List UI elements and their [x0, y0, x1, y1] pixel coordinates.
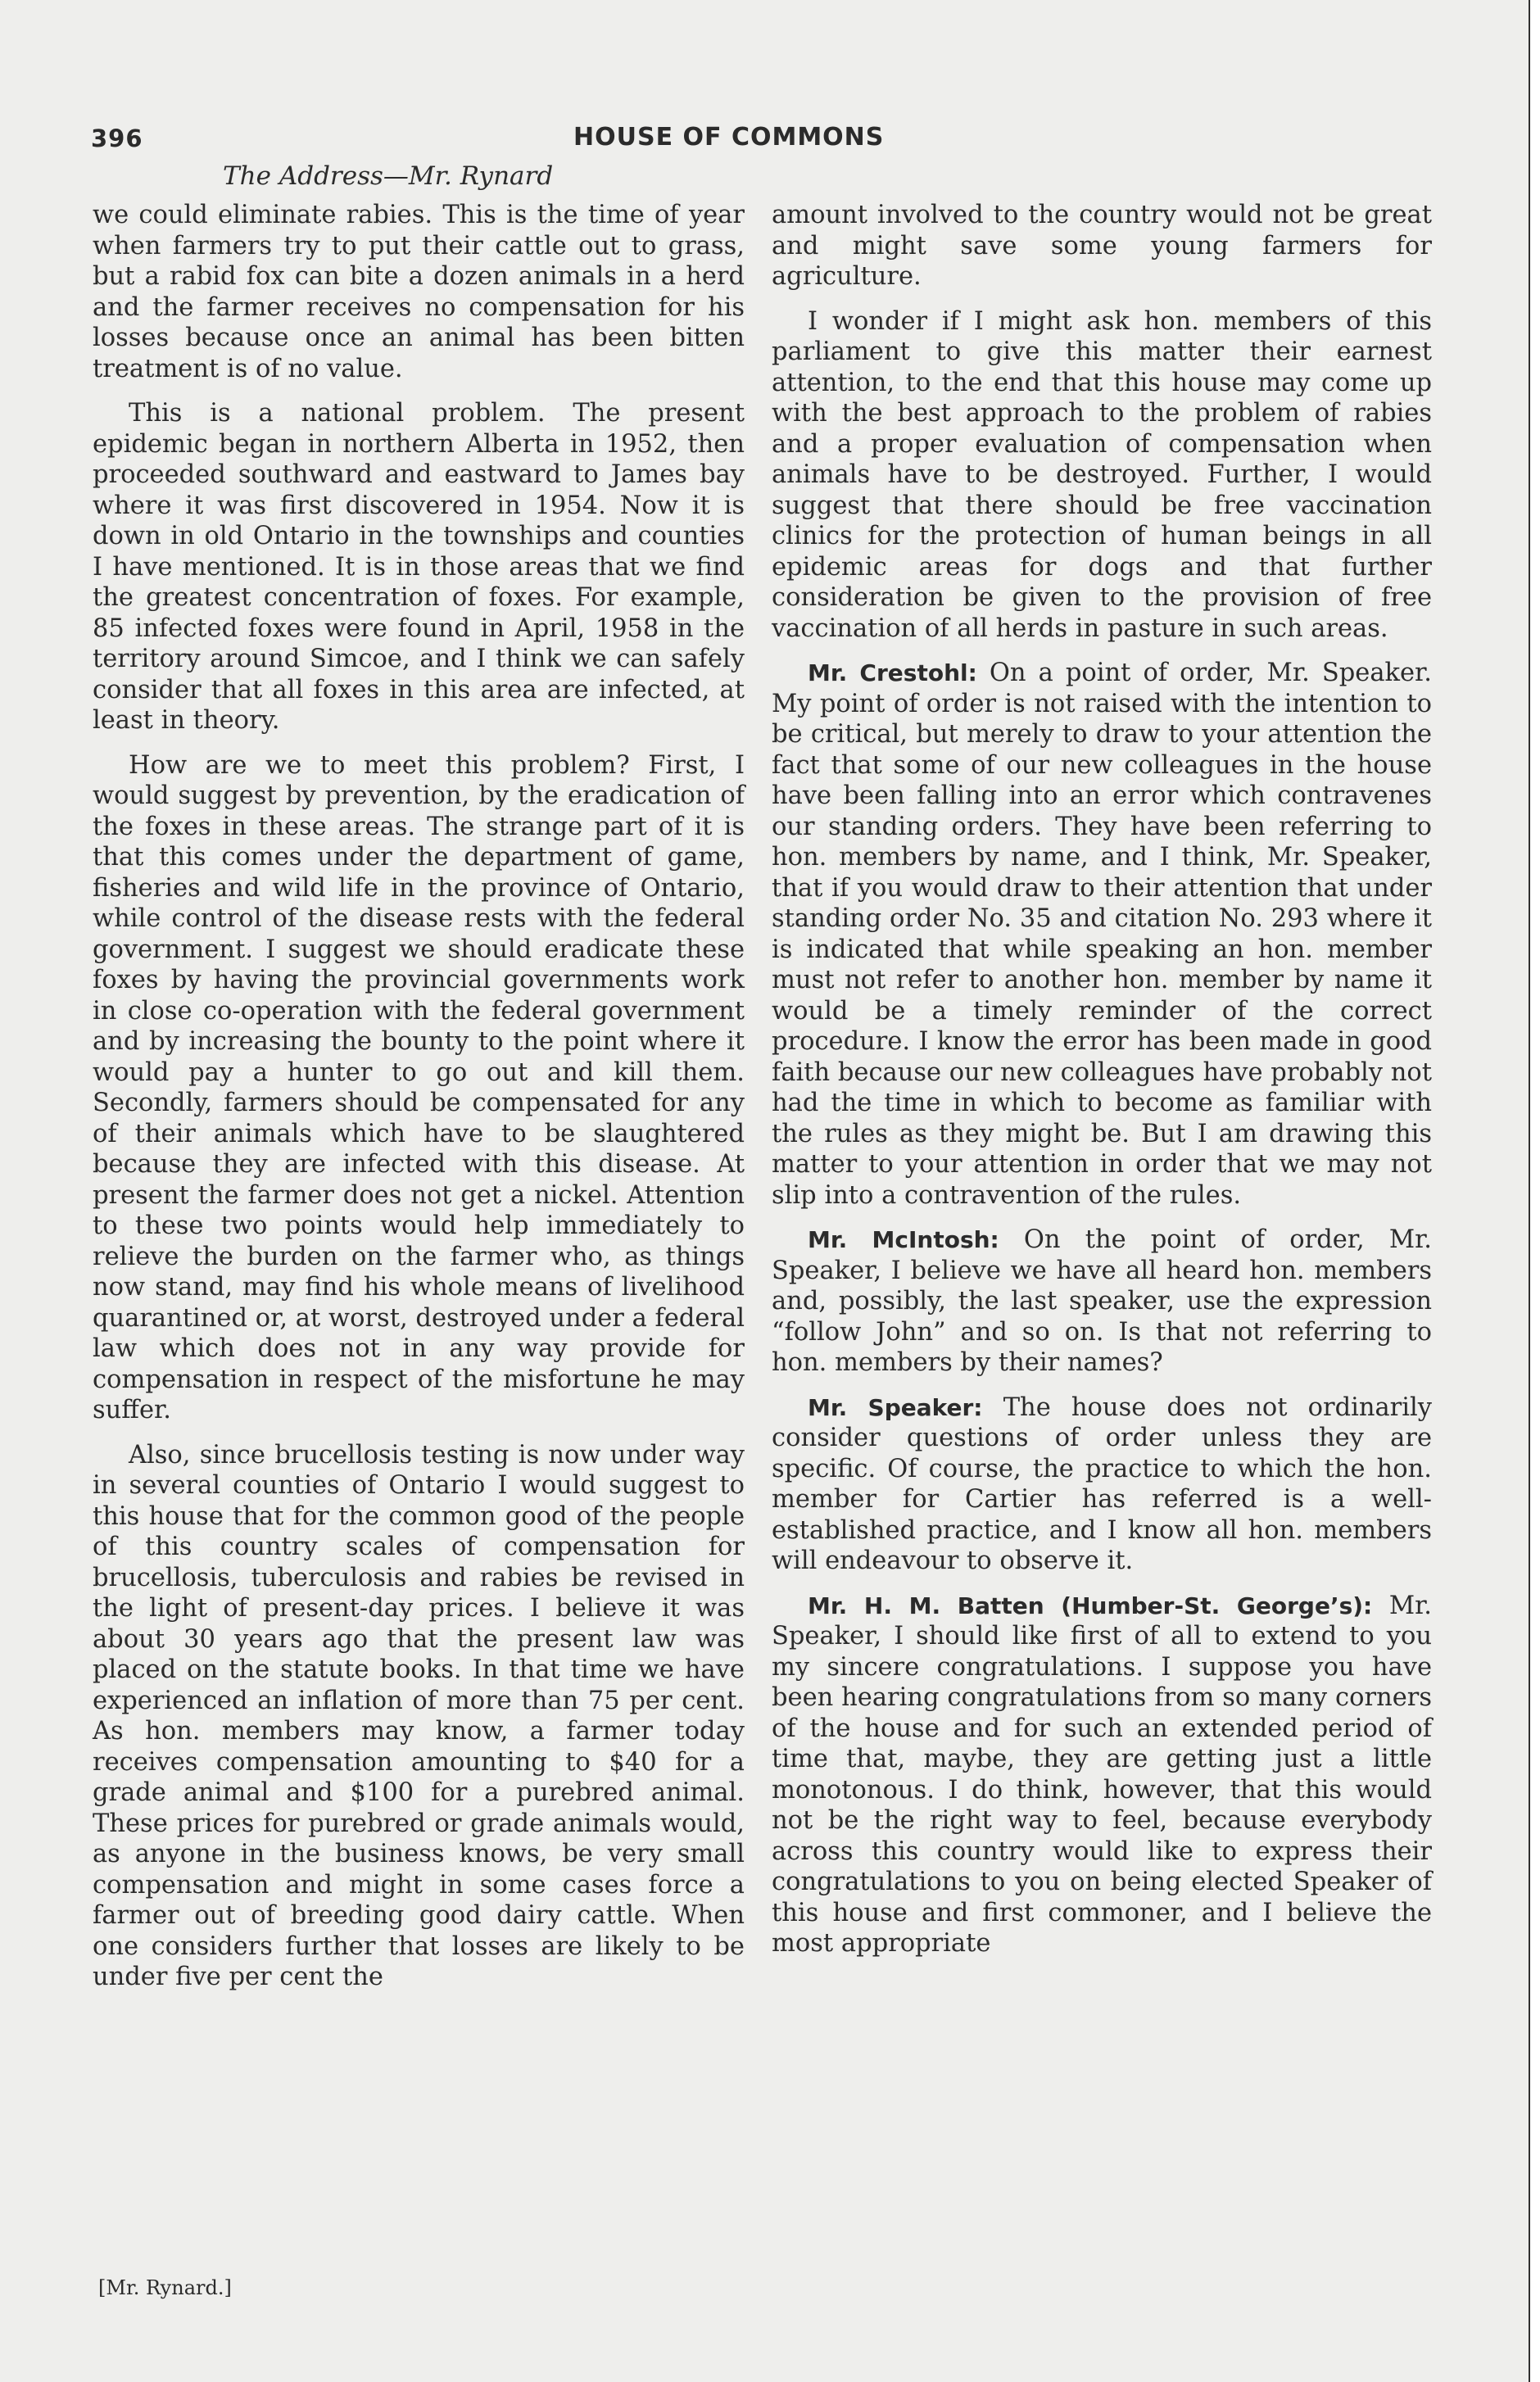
speaker-name: Mr. H. M. Batten (Humber-St. George’s):: [808, 1592, 1373, 1619]
paragraph: How are we to meet this problem? First, I would suggest by prevention, by the eradication of the foxes in these areas. The strange part of it is that this comes under the department of game, fisheries and wild life in the province of Ontario, while control of the disease rests with the federal government. I suggest we should eradicate these foxes by having the provincial governments work in close co-operation with the federal government and by increasing the bounty to the point where it would pay a hunter to go out and kill them. Secondly, farmers should be compensated for any of their animals which have to be slaughtered because they are infected with this disease. At present the farmer does not get a nickel. Attention to these two points would help immediately to relieve the burden on the farmer who, as things now stand, may find his whole means of livelihood quarantined or, at worst, destroyed under a federal law which does not in any way provide for compensation in respect of the misfortune he may suffer.: [93, 750, 745, 1424]
speaker-name: Mr. Speaker:: [808, 1393, 983, 1421]
speech-text: The house does not ordinarily consider questions of order unless they are specific. Of course, the practice to which the hon. member for Cartier has referred is a well-established practice, and I know all hon. members will endeavour to observe it.: [772, 1393, 1433, 1575]
right-column: [772, 200, 1432, 1959]
page-number: 396: [91, 125, 143, 152]
speaker-name: Mr. McIntosh:: [808, 1226, 999, 1253]
section-heading: The Address—Mr. Rynard: [223, 161, 554, 191]
speech-text: On a point of order, Mr. Speaker. My point of order is not raised with the intention to be critical, but merely to draw to your attention the fact that some of our new colleagues in the house have been falling into an error which contravenes our standing orders. They have been referring to hon. members by name, and I think, Mr. Speaker, that if you would draw to their attention that under standing order No. 35 and citation No. 293 where it is indicated that while speaking an hon. member must not refer to another hon. member by name it would be a timely reminder of the correct procedure. I know the error has been made in good faith because our new colleagues have probably not had the time in which to become as familiar with the rules as they might be. But I am drawing this matter to your attention in order that we may not slip into a contravention of the rules.: [772, 659, 1432, 1210]
speaker-citation: [Mr. Rynard.]: [98, 2276, 232, 2299]
speech-text: On the point of order, Mr. Speaker, I believe we have all heard hon. members and, possibly, the last speaker, use the expression “follow John” and so on. Is that not referring to hon. members by their names?: [772, 1225, 1432, 1377]
paragraph: amount involved to the country would not be great and might save some young farmers for agriculture.: [772, 201, 1432, 291]
paragraph: we could eliminate rabies. This is the time of year when farmers try to put their cattle out to grass, but a rabid fox can bite a dozen animals in a herd and the farmer receives no compensation for his losses because once an animal has been bitten treatment is of no value.: [93, 201, 745, 383]
speech-paragraph: [772, 1591, 1432, 1959]
speech-text: Mr. Speaker, I should like first of all to extend to you my sincere congratulations. I suppose you have been hearing congratulations from so many corners of the house and for such an extended period of time that, maybe, they are getting just a little monotonous. I do think, however, that this would not be the right way to feel, because everybody across this country would like to express their congratulations to you on being elected Speaker of this house and first commoner, and I believe the most appropriate: [772, 1591, 1432, 1958]
paragraph: This is a national problem. The present epidemic began in northern Alberta in 1952, then proceeded southward and eastward to James bay where it was first discovered in 1954. Now it is down in old Ontario in the townships and counties I have mentioned. It is in those areas that we find the greatest concentration of foxes. For example, 85 infected foxes were found in April, 1958 in the territory around Simcoe, and I think we can safely consider that all foxes in this area are infected, at least in theory.: [93, 399, 745, 735]
paragraph: Also, since brucellosis testing is now under way in several counties of Ontario I would suggest to this house that for the common good of the people of this country scales of compensation for brucellosis, tuberculosis and rabies be revised in the light of present-day prices. I believe it was about 30 years ago that the present law was placed on the statute books. In that time we have experienced an inflation of more than 75 per cent. As hon. members may know, a farmer today receives compensation amounting to $40 for a grade animal and $100 for a purebred animal. These prices for purebred or grade animals would, as anyone in the business knows, be very small compensation and might in some cases force a farmer out of breeding good dairy cattle. When one considers further that losses are likely to be under five per cent the: [93, 1440, 745, 1991]
speech-paragraph: [772, 1393, 1432, 1577]
speaker-name: Mr. Crestohl:: [808, 659, 977, 686]
running-head: HOUSE OF COMMONS: [573, 123, 885, 152]
speech-paragraph: [772, 658, 1432, 1211]
paragraph: I wonder if I might ask hon. members of this parliament to give this matter their earnest attention, to the end that this house may come up with the best approach to the problem of rabies and a proper evaluation of compensation when animals have to be destroyed. Further, I would suggest that there should be free vaccination clinics for the protection of human beings in all epidemic areas for dogs and that further consideration be given to the provision of free vaccination of all herds in pasture in such areas.: [772, 306, 1432, 643]
speech-paragraph: [772, 1225, 1432, 1379]
left-column: [93, 200, 745, 1993]
